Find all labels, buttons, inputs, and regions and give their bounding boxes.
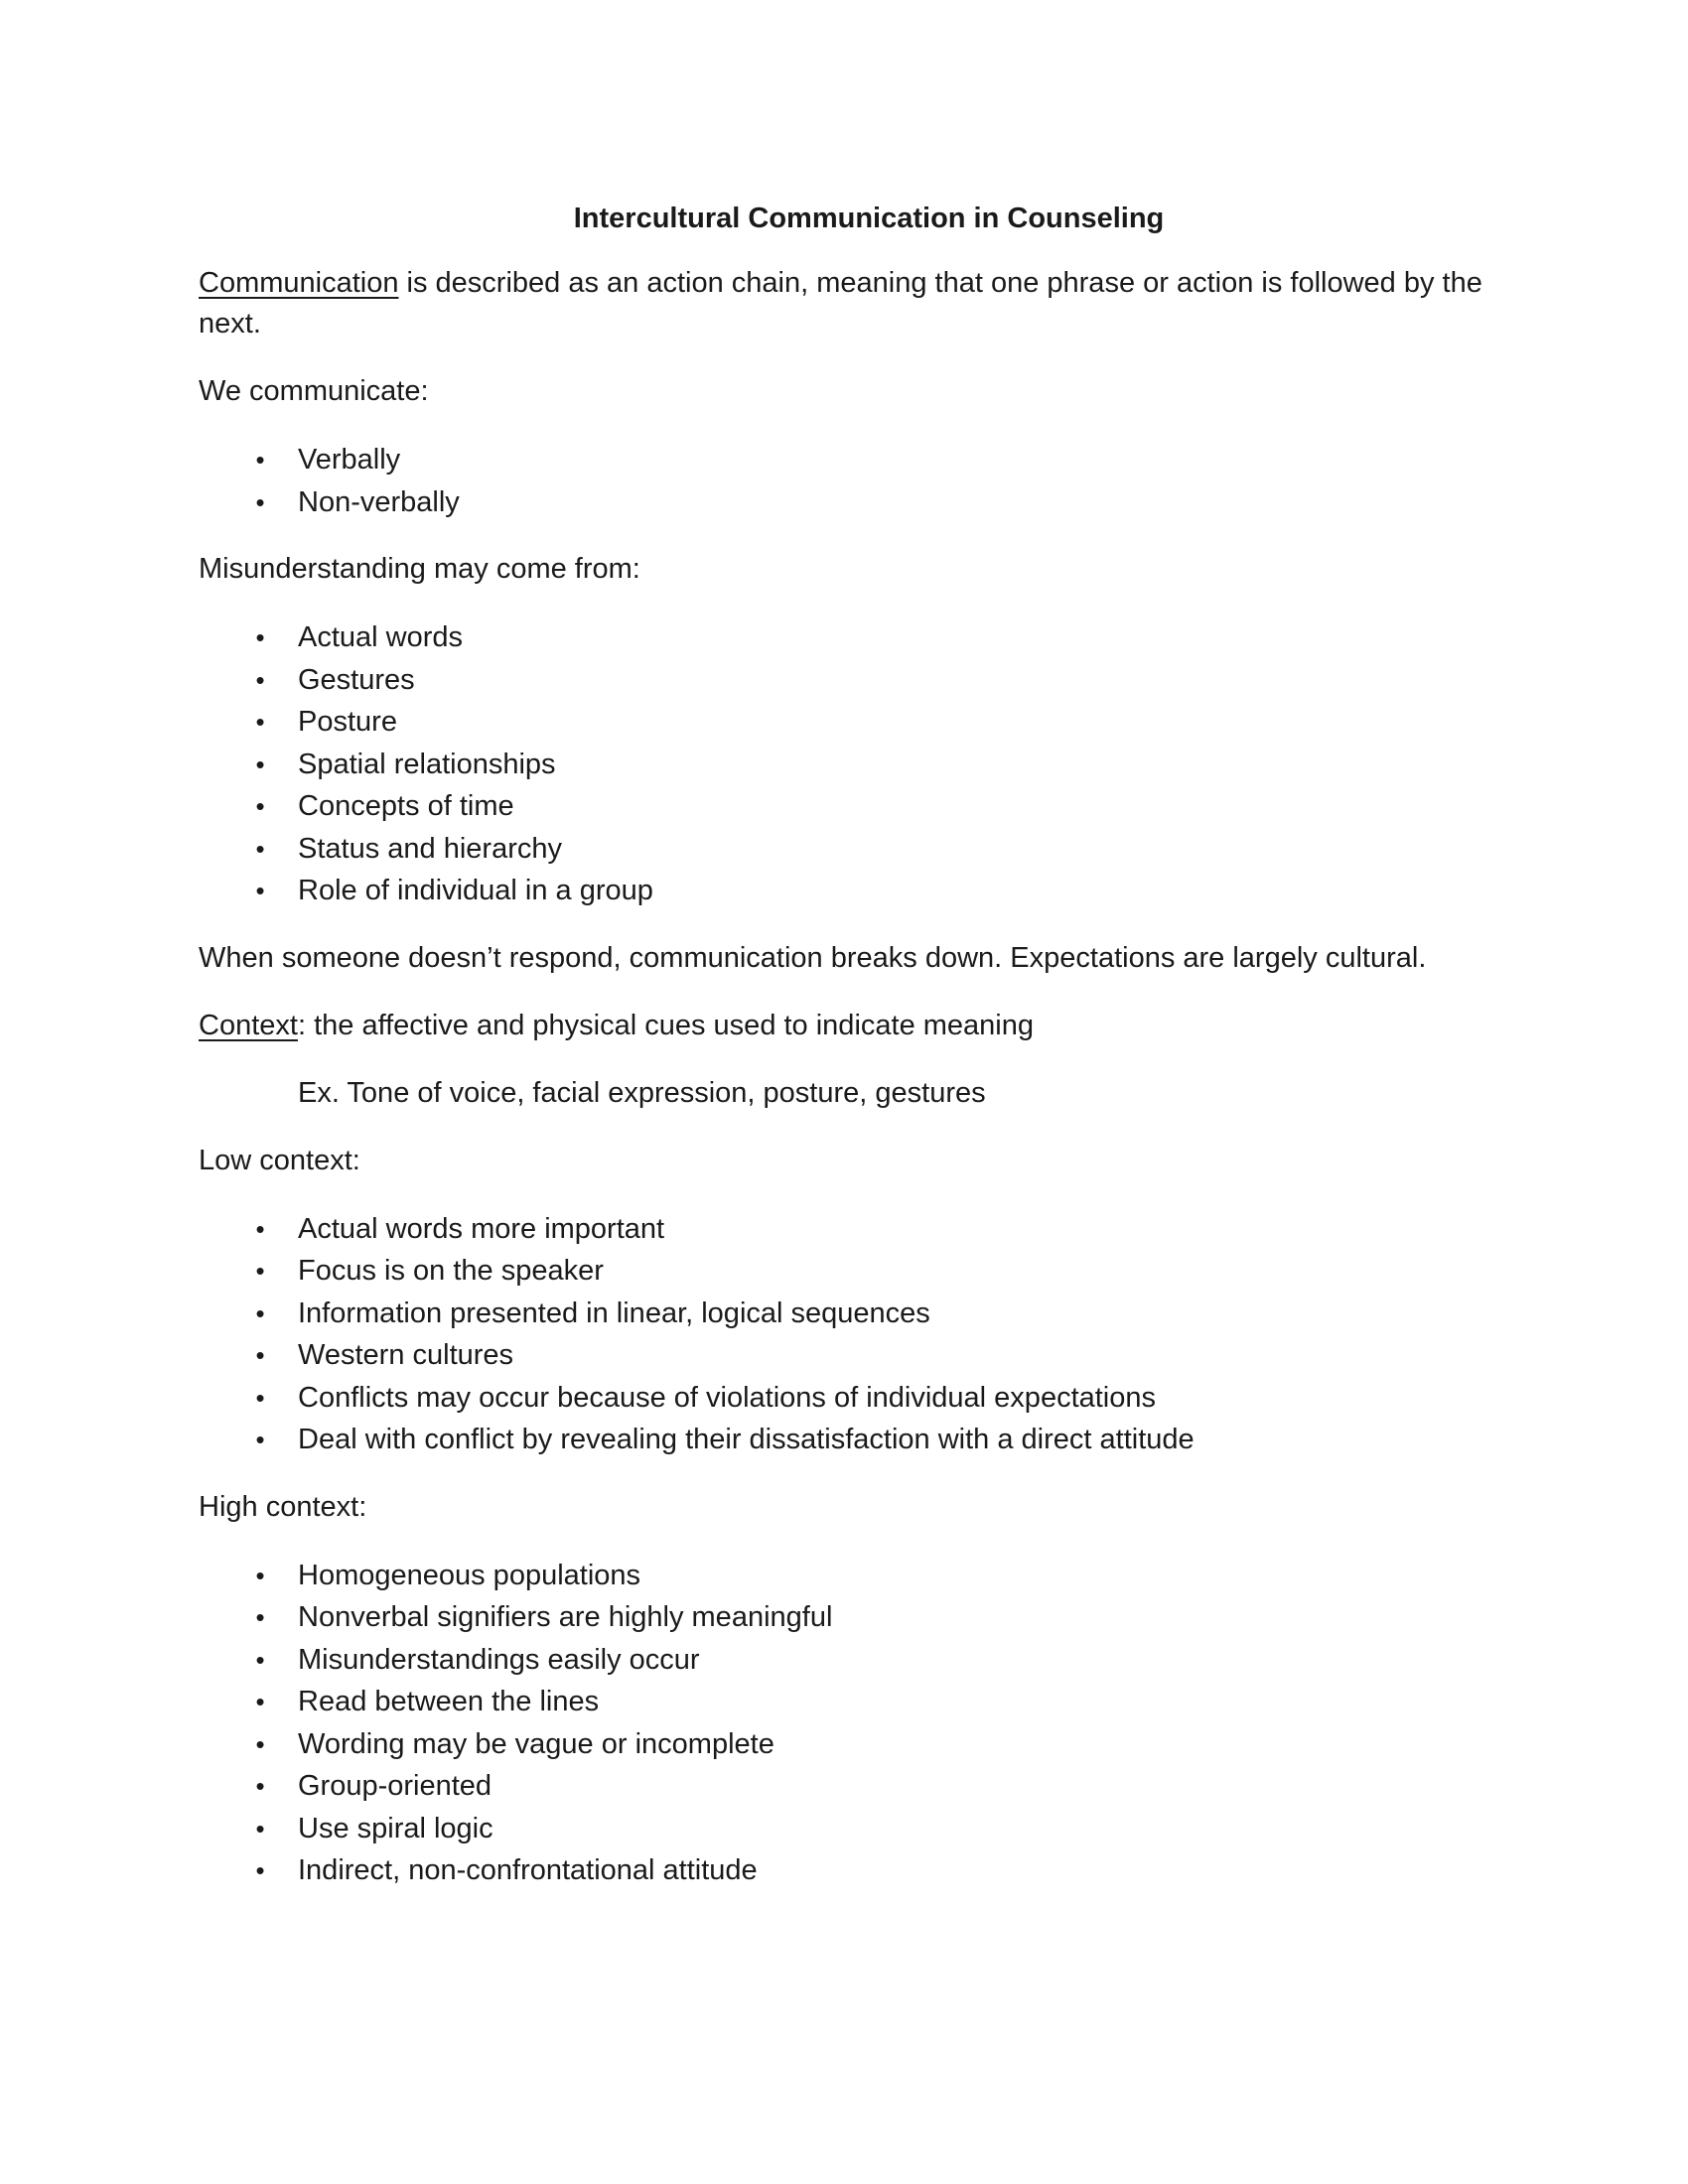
list-item: • Actual words more important [199,1208,1489,1251]
breakdown-paragraph: When someone doesn’t respond, communication breaks down. Expectations are largely cultural. [199,941,1427,974]
low-context-heading: Low context: [199,1144,360,1176]
list-item: • Read between the lines [199,1681,1489,1723]
bullet-icon: • [255,445,265,475]
bullet-icon: • [255,1425,265,1454]
low-context-list [199,1208,1489,1461]
bullet-icon: • [255,1382,265,1413]
list-item: • Role of individual in a group [199,870,1489,912]
bullet-icon: • [255,707,265,737]
misunderstanding-heading: Misunderstanding may come from: [199,553,640,585]
we-communicate-list [199,439,1489,523]
list-item: • Actual words [199,616,1489,659]
bullet-icon: • [255,486,265,517]
bullet-icon: • [255,791,265,821]
list-item: • Use spiral logic [199,1808,1489,1850]
bullet-icon: • [255,876,265,905]
list-item: • Non-verbally [199,481,1489,524]
bullet-icon: • [255,749,265,779]
list-item: • Indirect, non-confrontational attitude [199,1849,1489,1892]
bullet-icon: • [255,1855,265,1885]
communication-definition-text: is described as an action chain, meaning that one phrase or action is followed by the next. [199,267,1482,340]
list-item: • Homogeneous populations [199,1555,1489,1597]
high-context-heading: High context: [199,1490,367,1523]
list-item: • Status and hierarchy [199,828,1489,871]
document-title: Intercultural Communication in Counseling [573,203,1165,234]
bullet-icon: • [255,1297,265,1328]
bullet-icon: • [255,1602,265,1632]
bullet-icon: • [255,1728,265,1759]
list-item: • Concepts of time [199,785,1489,828]
we-communicate-heading: We communicate: [199,375,429,407]
list-item: • Spatial relationships [199,744,1489,786]
bullet-icon: • [255,1256,265,1286]
bullet-icon: • [255,1213,265,1244]
list-item: • Wording may be vague or incomplete [199,1723,1489,1766]
document-page [199,199,1489,1918]
bullet-icon: • [255,664,265,695]
list-item: • Posture [199,701,1489,744]
list-item: • Nonverbal signifiers are highly meaningful [199,1596,1489,1639]
high-context-list [199,1555,1489,1892]
bullet-icon: • [255,622,265,652]
context-definition [199,1006,1489,1046]
context-definition-text: : the affective and physical cues used to indicate meaning [297,1009,1034,1041]
bullet-icon: • [255,833,265,864]
bullet-icon: • [255,1340,265,1370]
communication-definition [199,263,1489,344]
list-item: • Verbally [199,439,1489,481]
bullet-icon: • [255,1771,265,1801]
context-example: Ex. Tone of voice, facial expression, posture, gestures [298,1076,986,1109]
bullet-icon: • [255,1560,265,1590]
list-item: • Gestures [199,659,1489,702]
bullet-icon: • [255,1644,265,1675]
list-item: • Focus is on the speaker [199,1250,1489,1293]
bullet-icon: • [255,1813,265,1843]
list-item: • Group-oriented [199,1765,1489,1808]
list-item: • Deal with conflict by revealing their dissatisfaction with a direct attitude [199,1419,1489,1461]
context-term: Context [199,1009,298,1041]
list-item: • Misunderstandings easily occur [199,1639,1489,1682]
list-item: • Conflicts may occur because of violations of individual expectations [199,1377,1489,1420]
misunderstanding-list [199,616,1489,912]
bullet-icon: • [255,1687,265,1716]
list-item: • Western cultures [199,1334,1489,1377]
communication-term: Communication [199,267,399,299]
list-item: • Information presented in linear, logical sequences [199,1293,1489,1335]
